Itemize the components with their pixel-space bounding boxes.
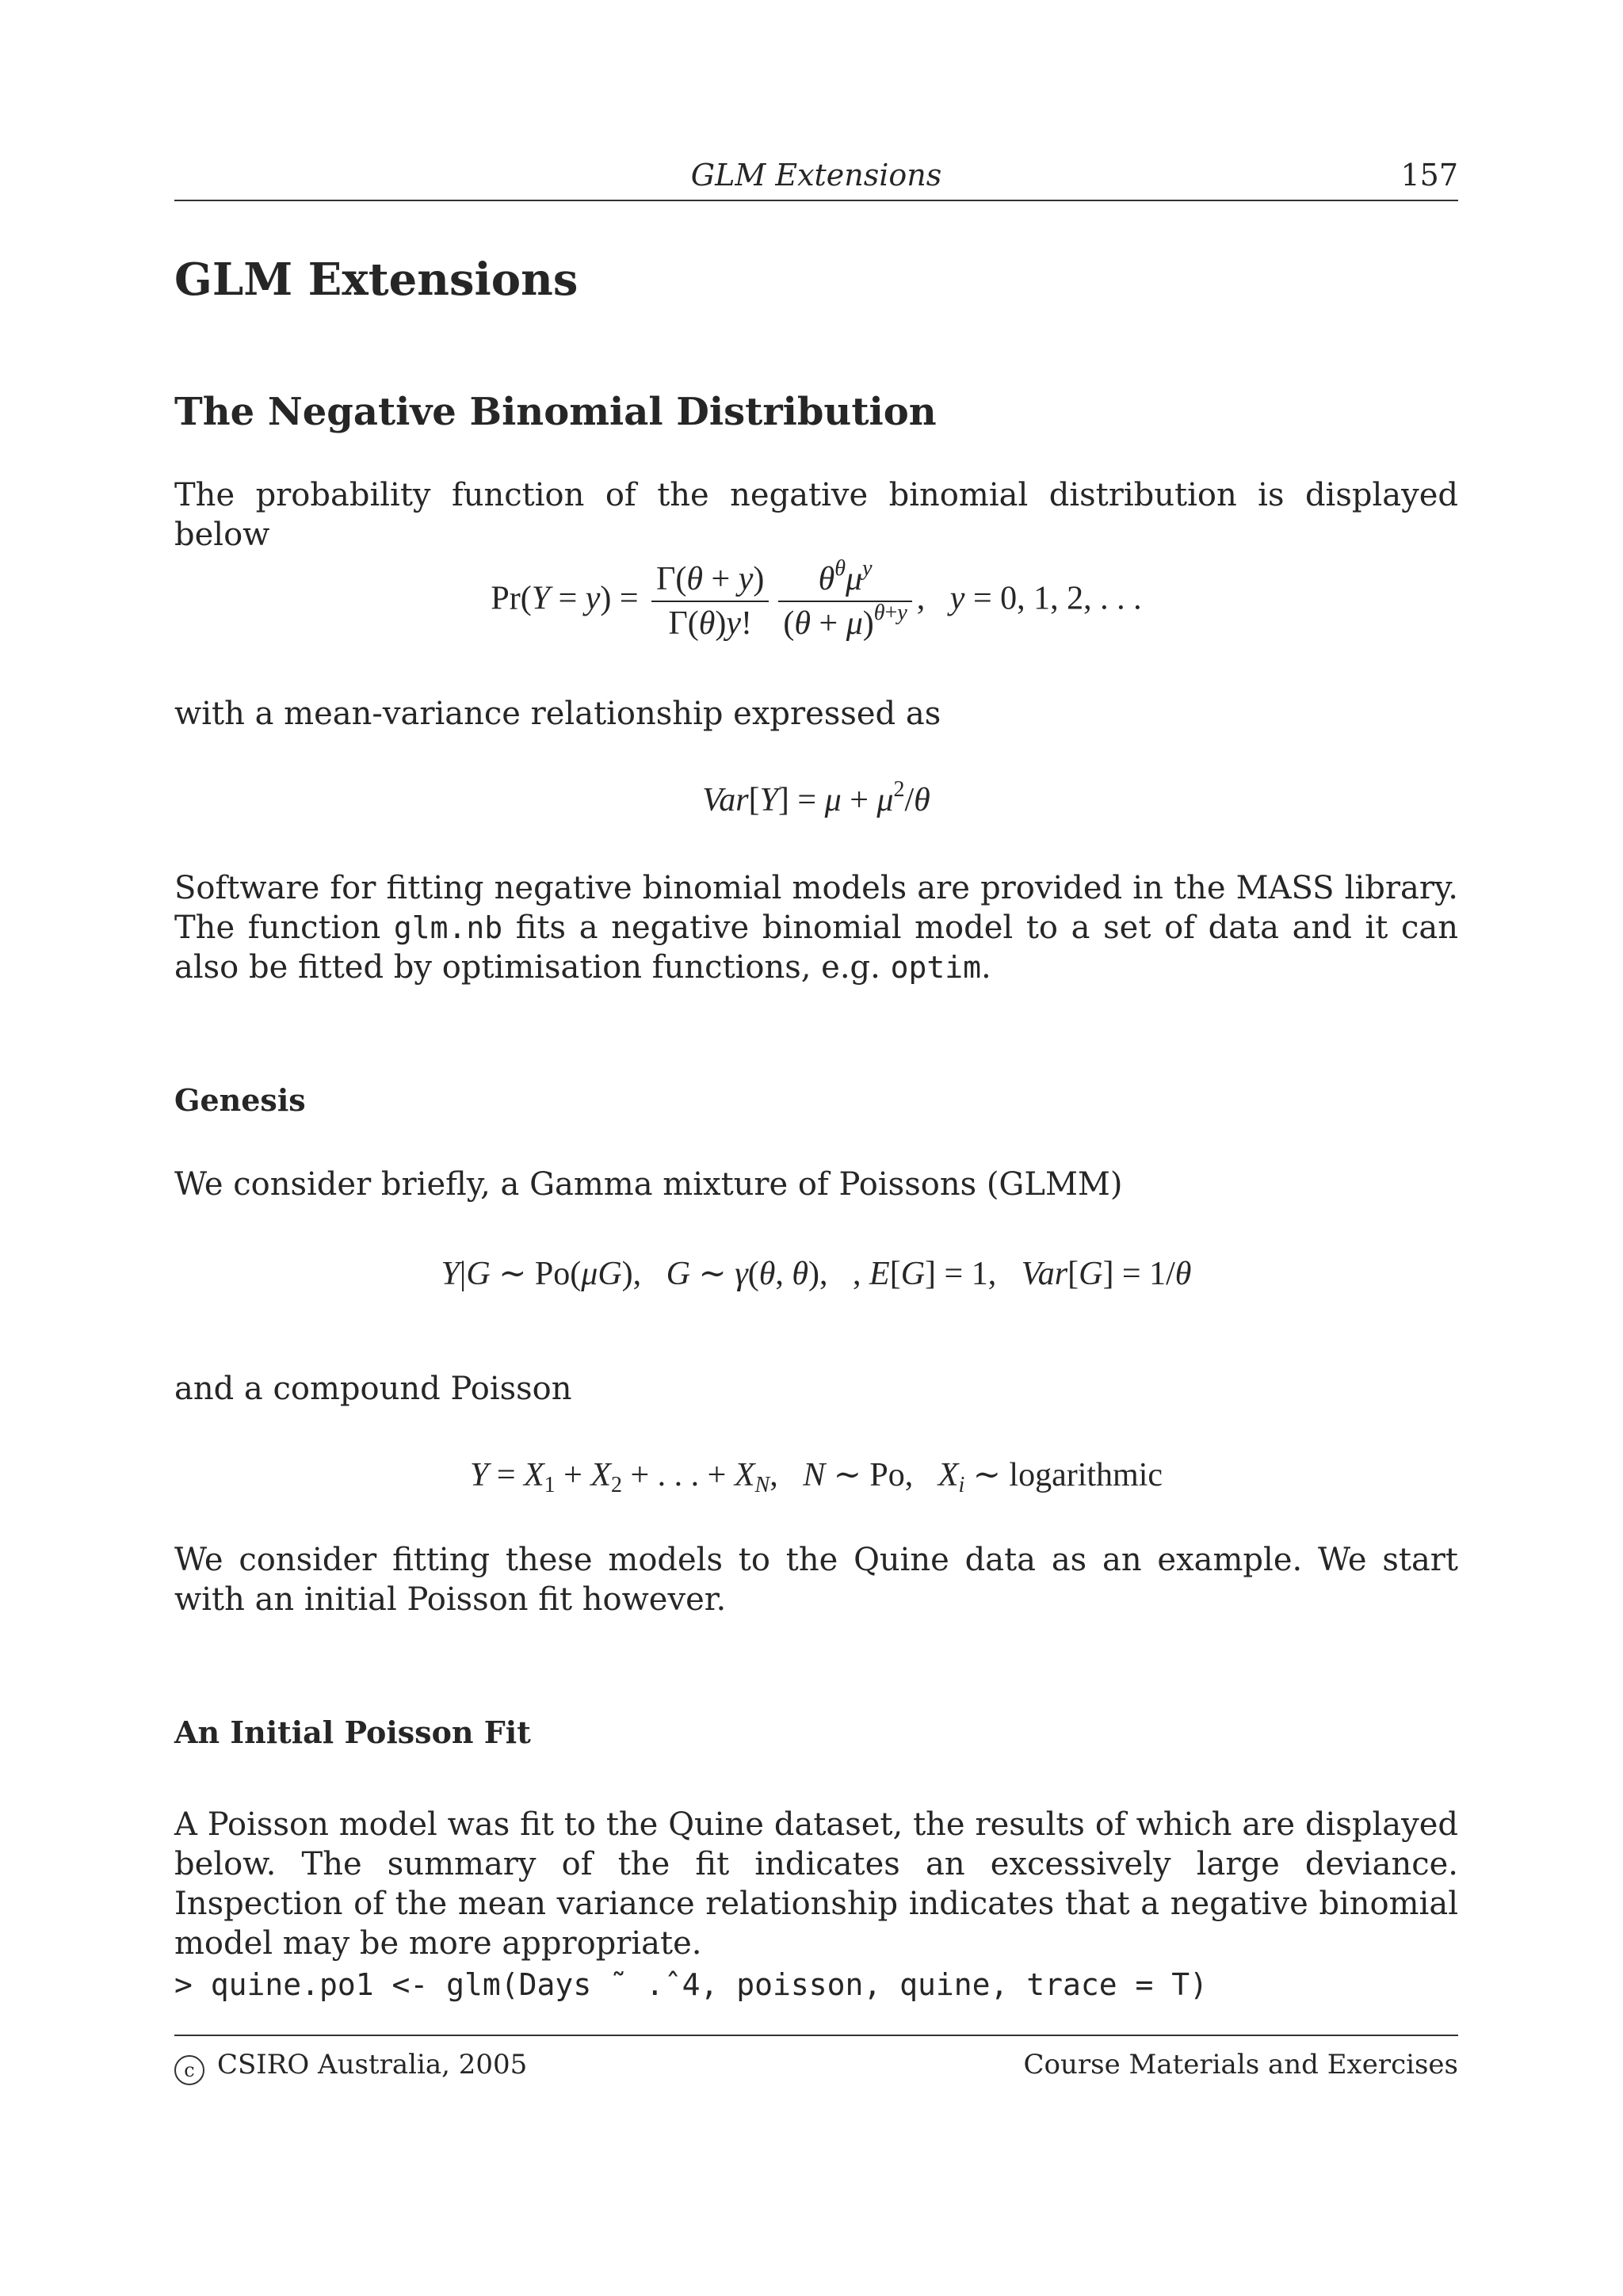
page-number: 157 bbox=[1400, 158, 1458, 193]
paragraph-mean-variance: with a mean-variance relationship expressed as bbox=[174, 696, 941, 732]
equation-mean-variance: $Var[Y] = \mu + \mu^2/\theta$ bbox=[702, 777, 930, 818]
section-title: The Negative Binomial Distribution bbox=[174, 390, 937, 434]
paragraph-compound-poisson: and a compound Poisson bbox=[174, 1371, 572, 1407]
paragraph-quine-intro: We consider fitting these models to the Quine data as an example. We start with an initial Poisson fit however. bbox=[174, 1542, 1458, 1618]
copyright-icon: c bbox=[174, 2055, 204, 2085]
paragraph-gamma-mixture: We consider briefly, a Gamma mixture of Poissons (GLMM) bbox=[174, 1166, 1123, 1203]
equation-compound-poisson: $Y = X_1 + X_2$ + . . . + $X_N$, N ∼ Po, $X_i$ ∼ logarithmic bbox=[469, 1457, 1163, 1497]
running-header bbox=[174, 155, 1458, 201]
chapter-title: GLM Extensions bbox=[174, 254, 579, 306]
subsection-title-initial-poisson-fit: An Initial Poisson Fit bbox=[174, 1714, 531, 1750]
page bbox=[174, 0, 1458, 2296]
equation-gamma-mixture: Y|G ∼ Po(μG), G ∼ γ(θ, θ), , E[G] = 1, Var[G] = 1/θ bbox=[441, 1256, 1192, 1292]
code-optim: optim bbox=[890, 950, 981, 985]
paragraph-poisson-fit: A Poisson model was fit to the Quine dataset, the results of which are displayed below. The summary of the fit indicates an excessively large deviance. Inspection of the mean variance relationship indicates that a negative binomial model may be more appropriate. bbox=[174, 1806, 1458, 1962]
footer-course-title: Course Materials and Exercises bbox=[1023, 2049, 1458, 2081]
footer-copyright: c CSIRO Australia, 2005 bbox=[174, 2047, 527, 2085]
running-title: GLM Extensions bbox=[690, 158, 942, 193]
page-footer bbox=[174, 2035, 1458, 2092]
paragraph-intro: The probability function of the negative binomial distribution is displayed below bbox=[174, 477, 1458, 553]
paragraph-software: Software for fitting negative binomial models are provided in the MASS library. The function glm.nb fits a negative binomial model to a set of data and it can also be fitted by optimisation functions, e.g. optim. bbox=[174, 870, 1459, 986]
equation-probability-function: Pr(Y = y) = $\frac{\Gamma(\theta + y)}{\Gamma(\theta)y!}$ $\frac{\theta^\theta\mu^y}{(\theta + \mu)^{\theta+y}}$ , y = 0, 1, 2, . . . bbox=[491, 556, 1142, 642]
subsection-title-genesis: Genesis bbox=[174, 1082, 306, 1118]
code-block-poisson-fit: > quine.po1 <- glm(Days ˜ .ˆ4, poisson, quine, trace = T) bbox=[174, 1967, 1209, 2002]
code-glm-nb: glm.nb bbox=[393, 910, 503, 945]
